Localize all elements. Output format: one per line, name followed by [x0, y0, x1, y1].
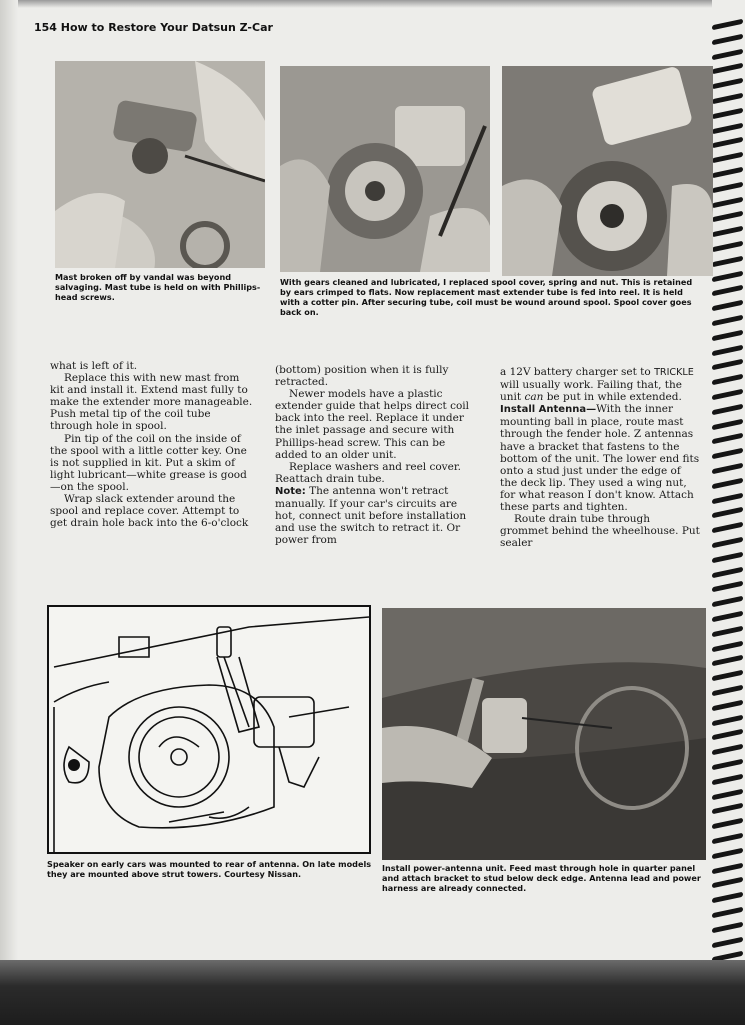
section-heading: Install Antenna—: [500, 404, 597, 416]
paragraph: [500, 366, 700, 403]
photo-spool-wound: [502, 66, 713, 276]
page-shadow: [0, 0, 715, 8]
note-label: Note:: [275, 485, 306, 497]
text-run: a 12V battery charger set to: [500, 366, 651, 378]
caption-photo23: With gears cleaned and lubricated, I replaced spool cover, spring and nut. This is retained by ears crimped to flats. Now replacement mast extender tube is fed into reel. It is held with a cotter pin. After securing tube, coil must be wound around spool. Spool cover goes back on.: [280, 277, 693, 317]
caption-photo4: Install power-antenna unit. Feed mast through hole in quarter panel and attach bracket to stud below deck edge. Antenna lead and power harness are already connected.: [382, 863, 701, 893]
note-text: The antenna won't retract manually. If your car's circuits are hot, connect unit before installation and use the switch to retract it. Or power from: [275, 484, 467, 547]
photo-broken-mast: [55, 61, 265, 268]
paragraph: [500, 403, 700, 513]
note-paragraph: [275, 485, 475, 546]
photo-spool-cover: [280, 66, 490, 272]
paragraph: Replace washers and reel cover. Reattach drain tube.: [275, 460, 462, 485]
paragraph: Route drain tube through grommet behind the wheelhouse. Put sealer: [500, 513, 700, 550]
paragraph: what is left of it.: [50, 360, 138, 372]
text-run: TRICKLE: [654, 367, 694, 378]
text-run: be put in while extended.: [546, 391, 682, 404]
paragraph: Replace this with new mast from kit and install it. Extend mast fully to make the extender more manageable. Push metal tip of the coil tube through hole in spool.: [50, 372, 253, 433]
caption-diagram: Speaker on early cars was mounted to rear of antenna. On late models they are mounted above strut towers. Courtesy Nissan.: [47, 859, 372, 879]
gutter-shadow: [0, 0, 18, 960]
text-column-3: [500, 366, 700, 549]
page-header: 154 How to Restore Your Datsun Z-Car: [34, 21, 273, 34]
paragraph: (bottom) position when it is fully retracted.: [275, 364, 449, 389]
paragraph: Pin tip of the coil on the inside of the spool with a little cotter key. One is not supplied in kit. Put a skim of light lubricant—white grease is good—on the spool.: [50, 432, 247, 493]
paragraph: Newer models have a plastic extender guide that helps direct coil back into the reel. Replace it under the inlet passage and secure with Phillips-head screw. This can be added to an older unit.: [275, 388, 469, 461]
caption-photo1: Mast broken off by vandal was beyond salvaging. Mast tube is held on with Phillips-head screws.: [55, 272, 261, 302]
text-run: can: [524, 391, 544, 404]
speaker-antenna-diagram: [47, 605, 371, 854]
text-column-1: [50, 360, 255, 529]
paragraph: Wrap slack extender around the spool and replace cover. Attempt to get drain hole back into the 6-o'clock: [50, 493, 249, 530]
scanner-background: [0, 960, 745, 1025]
text-run: With the inner mounting ball in place, route mast through the fender hole. Z antennas have a bracket that fastens to the bottom of the unit. The lower end fits onto a stud just under the edge of the deck lip. They used a wing nut, for what reason I don't know. Attach these parts and tighten.: [500, 403, 700, 514]
photo-install-antenna: [382, 608, 706, 860]
text-run: will usually work. Failing that, the unit: [500, 379, 682, 404]
text-column-2: [275, 364, 475, 546]
